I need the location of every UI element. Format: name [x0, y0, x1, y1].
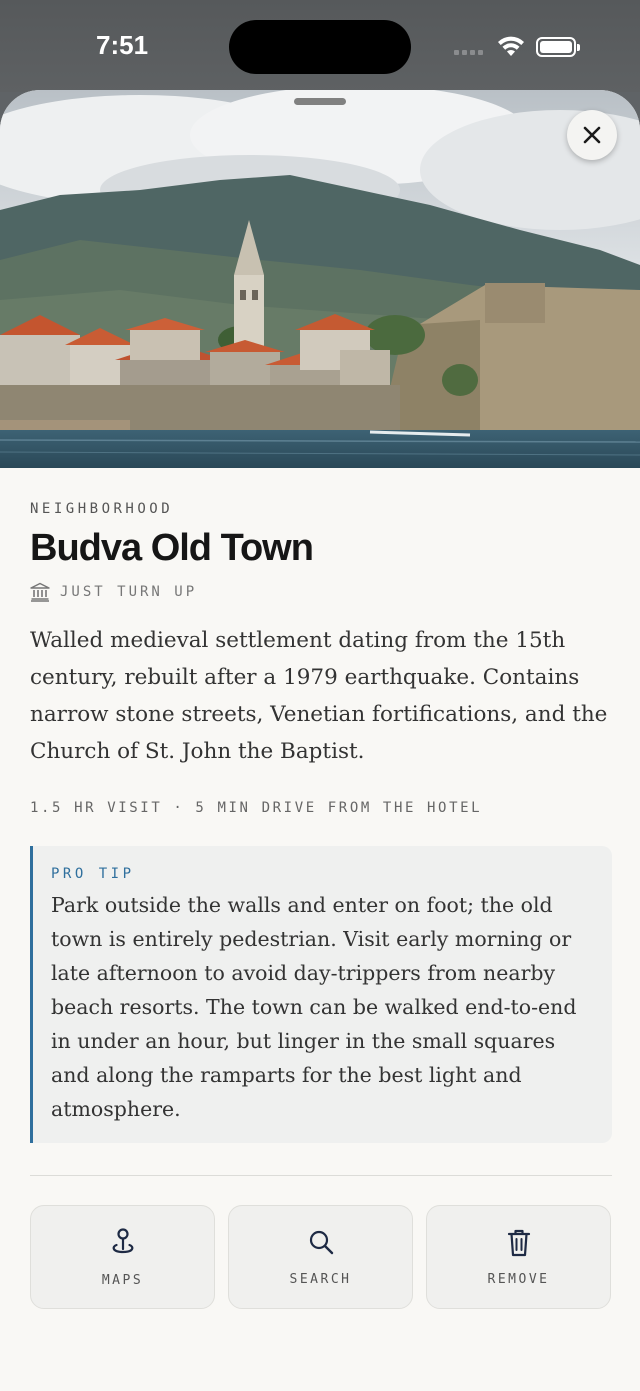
remove-label: REMOVE [487, 1271, 550, 1287]
cellular-signal-icon [454, 50, 483, 55]
place-title: Budva Old Town [30, 527, 313, 569]
pro-tip-card [30, 846, 612, 1143]
access-label: JUST TURN UP [60, 584, 198, 600]
place-description: Walled medieval settlement dating from the 15th century, rebuilt after a 1979 earthquake. Contains narrow stone streets, Venetian fortifications, and the Church of St. John the Baptist. [30, 628, 608, 764]
pro-tip-label: PRO TIP [51, 866, 135, 882]
sheet-grabber[interactable] [294, 98, 346, 105]
status-bar [0, 0, 640, 92]
museum-icon [30, 582, 50, 602]
maps-button[interactable] [30, 1205, 215, 1309]
place-detail-sheet [0, 90, 640, 1391]
access-info [30, 582, 612, 602]
trash-icon [506, 1228, 532, 1258]
visit-meta: 1.5 HR VISIT · 5 MIN DRIVE FROM THE HOTEL [30, 800, 483, 816]
close-icon [582, 125, 602, 145]
divider [30, 1175, 612, 1176]
action-bar [30, 1205, 612, 1309]
battery-icon [536, 37, 576, 57]
pro-tip-text: Park outside the walls and enter on foot; the old town is entirely pedestrian. Visit early morning or late afternoon to avoid day-trippers from nearby beach resorts. The town can be walked end-to-end in under an hour, but linger in the small squares and along the ramparts for the best light and atmosphere. [51, 893, 577, 1121]
wifi-icon [496, 34, 526, 58]
place-content [30, 468, 612, 1309]
status-time: 7:51 [96, 30, 149, 60]
category-label: NEIGHBORHOOD [30, 501, 174, 517]
maps-label: MAPS [101, 1272, 144, 1288]
hero-photo [0, 90, 640, 468]
close-button[interactable] [567, 110, 617, 160]
search-icon [307, 1228, 335, 1258]
search-label: SEARCH [289, 1271, 352, 1287]
search-button[interactable] [228, 1205, 413, 1309]
map-pin-icon [109, 1227, 137, 1259]
remove-button[interactable] [426, 1205, 611, 1309]
dynamic-island [229, 20, 411, 74]
